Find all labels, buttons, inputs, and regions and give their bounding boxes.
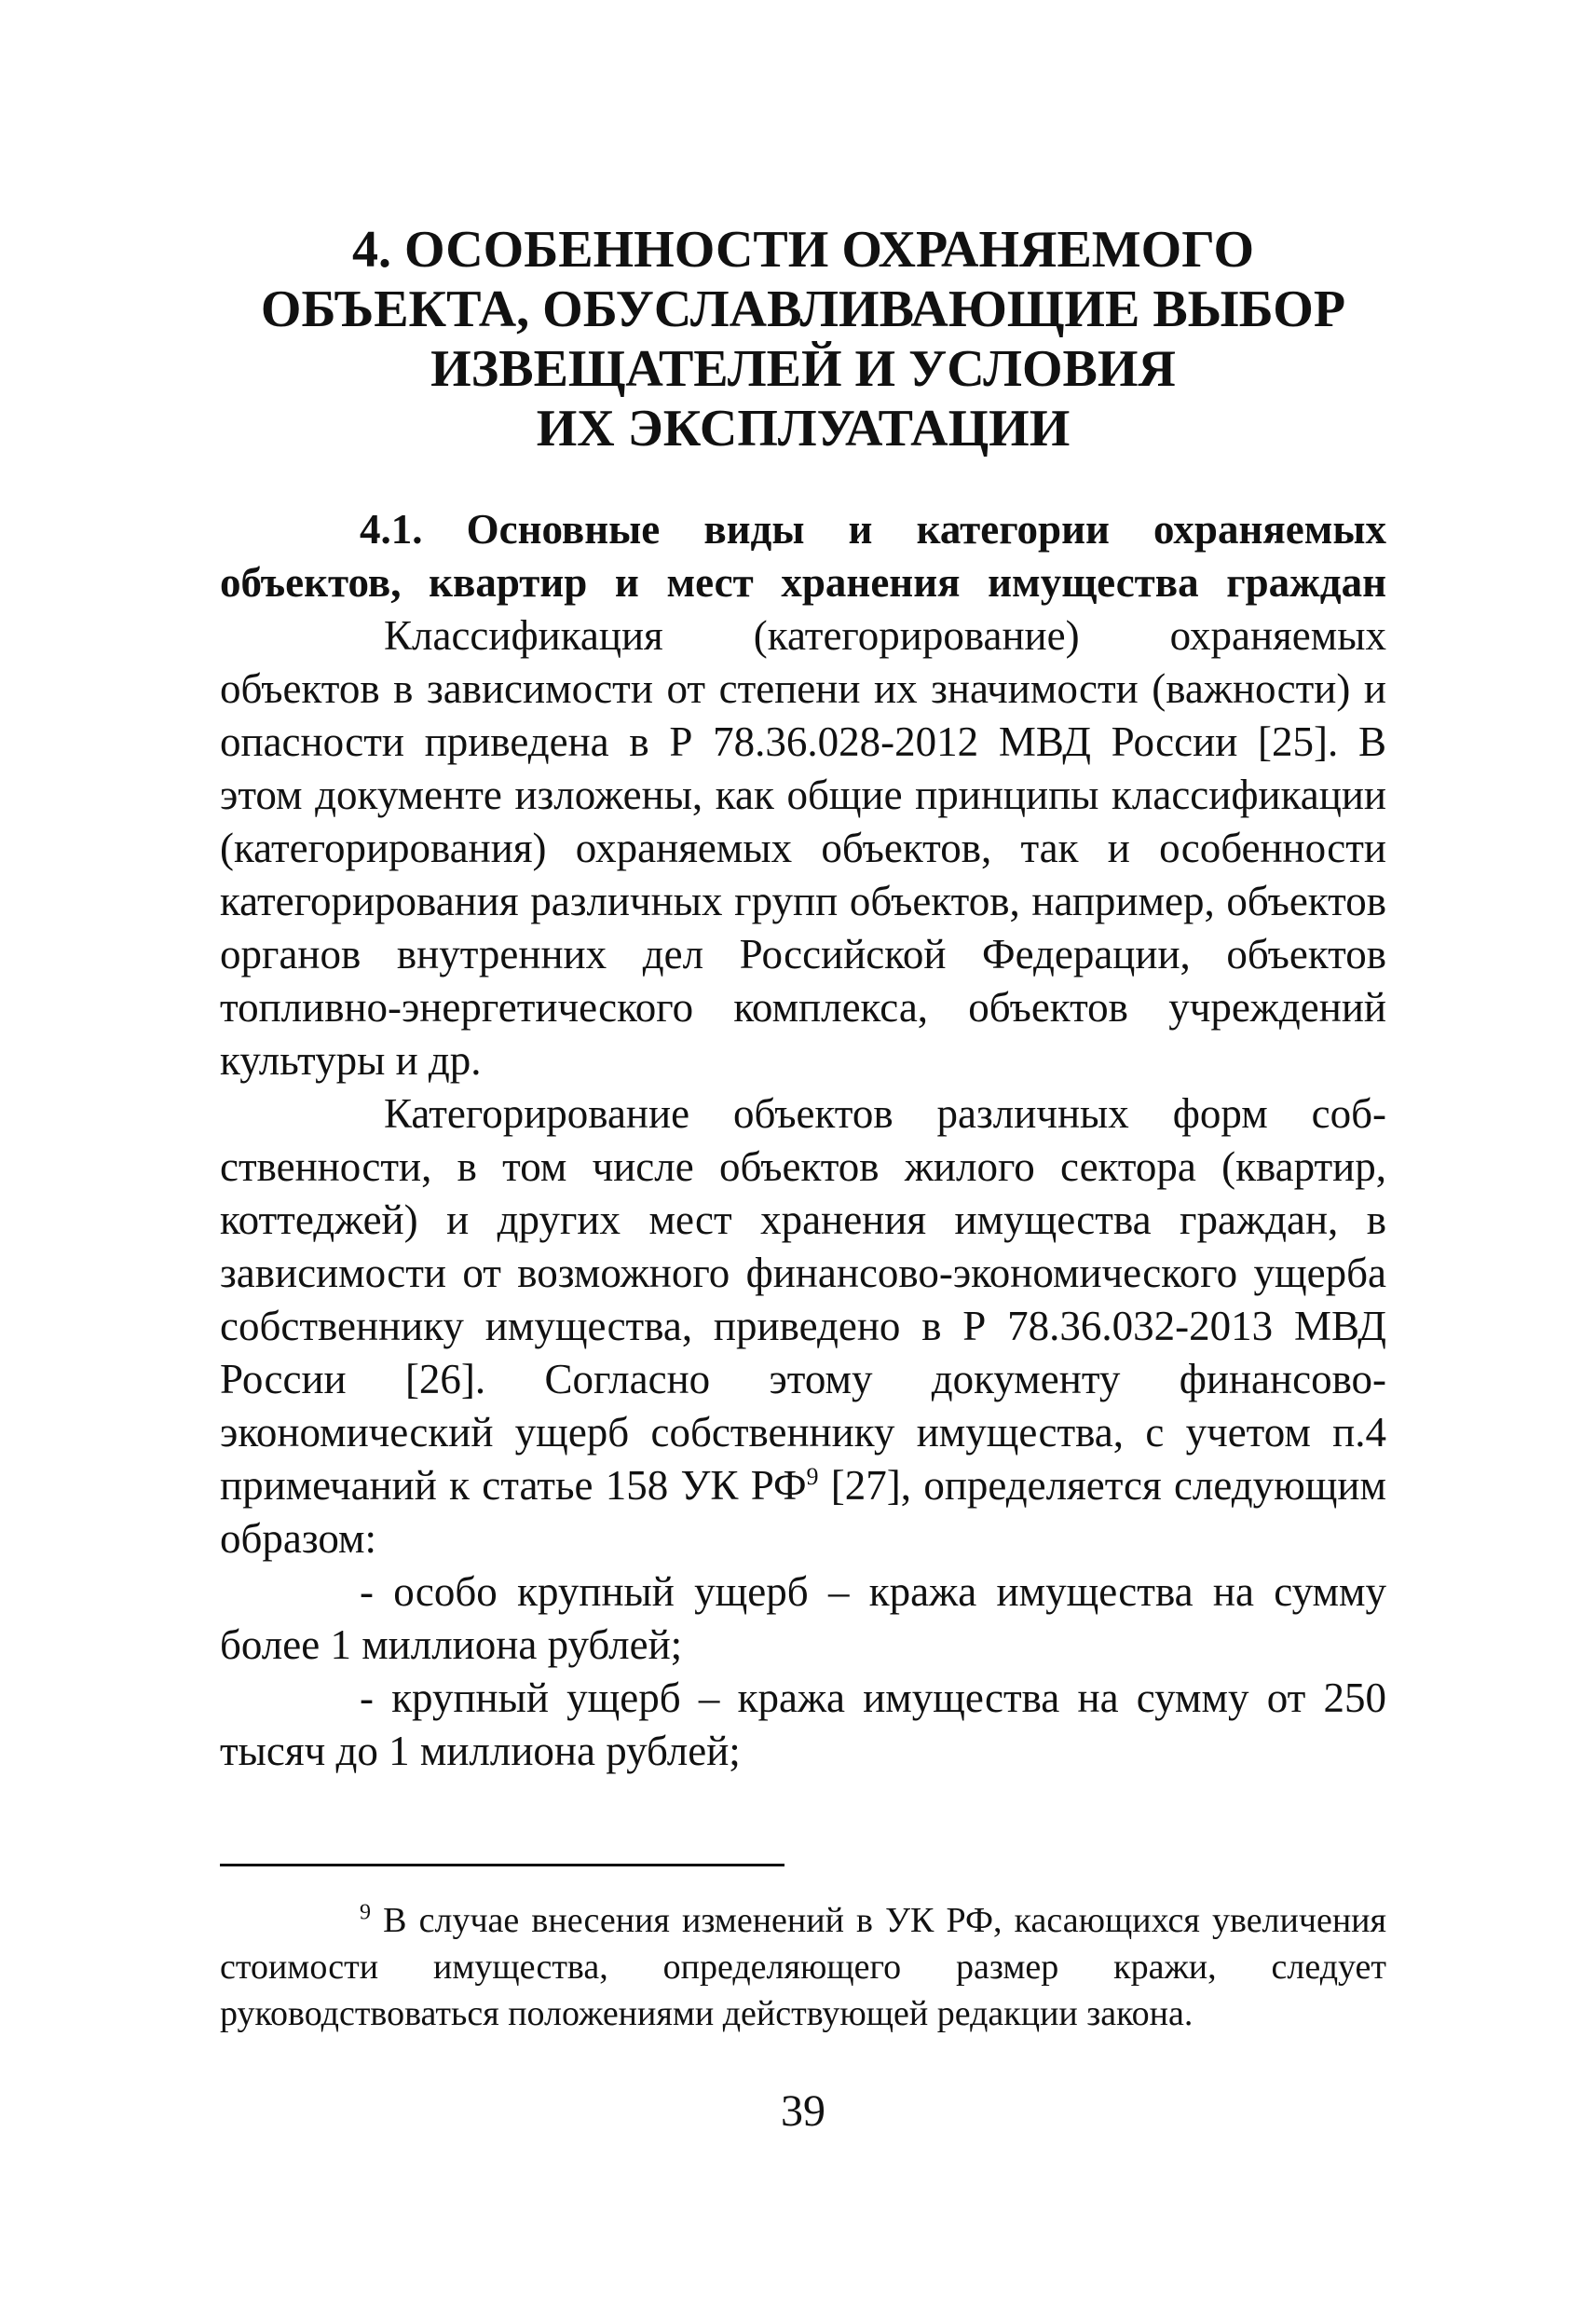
footnote — [220, 1897, 1386, 2037]
paragraph-text: Категорирование объектов различных форм собственности, в том числе объектов жилого сектора (квартир, коттеджей) и других мест хранения имущества граждан, в зависимости от возможного финансово-экономического ущерба собственнику имущества, приведено в Р 78.36.032-2013 МВД России [26]. Согласно этому документу финансово-экономический ущерб собственнику имущества, с учетом п.4 примечаний к статье 158 УК РФ — [220, 1090, 1386, 1509]
document-page — [220, 220, 1386, 2270]
section-title-line: 4.1. Основные виды и категории охраняемых — [360, 506, 1386, 553]
chapter-title-line: 4. ОСОБЕННОСТИ ОХРАНЯЕМОГО — [352, 221, 1254, 279]
paragraph-text: [27], определяется следующим образом: — [220, 1462, 1386, 1562]
footnote-marker: 9 — [360, 1900, 371, 1925]
list-item: - крупный ущерб – кража имущества на сумму от 250 тысяч до 1 миллиона рублей; — [220, 1674, 1386, 1774]
chapter-title-line: ИЗВЕЩАТЕЛЕЙ И УСЛОВИЯ — [430, 340, 1176, 398]
paragraph-categorization — [220, 1087, 1386, 1565]
chapter-title-line: ОБЪЕКТА, ОБУСЛАВЛИВАЮЩИЕ ВЫБОР — [260, 280, 1346, 338]
list-item: - особо крупный ущерб – кража имущества на сумму более 1 миллиона рублей; — [220, 1568, 1386, 1668]
chapter-title-line: ИХ ЭКСПЛУАТАЦИИ — [536, 400, 1071, 458]
section-title — [220, 503, 1386, 609]
chapter-title — [220, 220, 1386, 458]
section-title-line: объектов, квартир и мест хранения имущества граждан — [220, 559, 1386, 606]
footnote-reference: 9 — [806, 1463, 819, 1490]
footnote-divider — [220, 1864, 784, 1866]
paragraph-classification: Классификация (категорирование) охраняемых объектов в зависимости от степени их значимости (важности) и опасности приведена в Р 78.36.028-2012 МВД России [25]. В этом документе изложены, как общие принципы классификации (категорирования) охраняемых объектов, так и особенности категорирования различных групп объектов, например, объектов органов внутренних дел Российской Федерации, объектов топливно-энергетического комплекса, объектов учреждений культуры и др. — [220, 612, 1386, 1084]
page-number: 39 — [781, 2086, 825, 2136]
footnote-text: В случае внесения изменений в УК РФ, касающихся увеличения стоимости имущества, определяющего размер кражи, следует руководствоваться положениями действующей редакции закона. — [220, 1901, 1386, 2033]
